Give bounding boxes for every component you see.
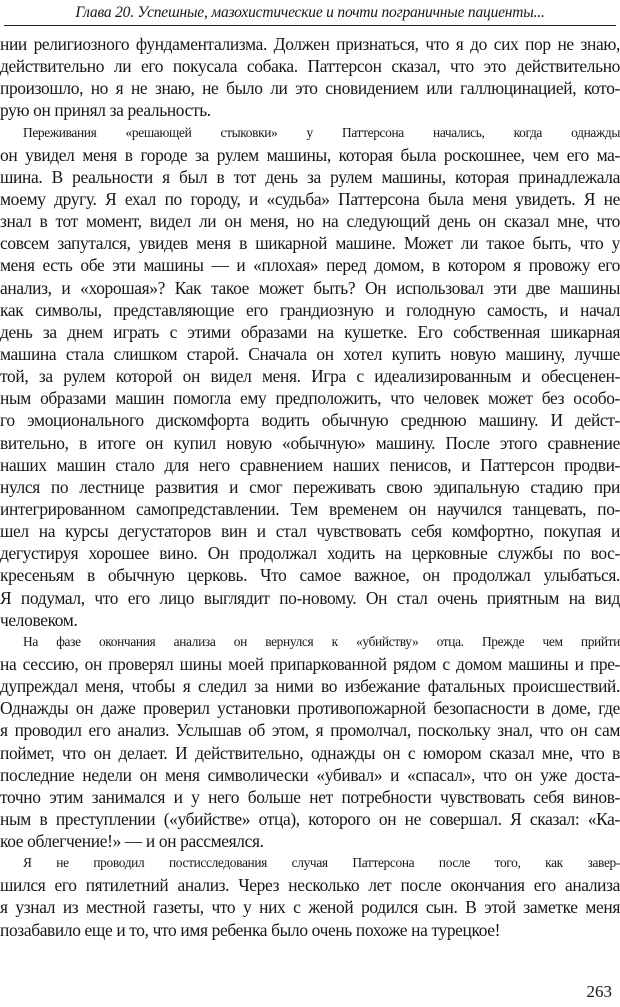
- text-line: Переживания «решающей стыковки» у Паттерсона начались, когда однажды: [23, 124, 620, 140]
- paragraph: [0, 33, 620, 122]
- text-line: знал в тот момент, видел ли он меня, но на следующий день он сказал мне, что: [0, 211, 620, 232]
- text-line: моему другу. Я ехал по городу, и «судьба» Паттерсона была меня увидеть. Я не: [0, 188, 620, 209]
- paragraph: [0, 122, 620, 631]
- text-line: шился его пятилетний анализ. Через несколько лет после окончания его анализа: [0, 875, 620, 896]
- text-line: шел на курсы дегустаторов вин и стал чувствовать себя комфортно, покупая и: [0, 521, 620, 542]
- text-line: Я не проводил постисследования случая Паттерсона после того, как завер-: [23, 855, 620, 871]
- text-line: последние недели он меня символически «убивал» и «спасал», что он уже доста-: [0, 764, 620, 785]
- text-line: машина стала слишком старой. Сначала он хотел купить новую машину, лучше: [0, 343, 620, 364]
- text-line: рую он принял за реальность.: [0, 100, 211, 121]
- text-line: точно этим занимался и у него больше нет потребности чувствовать себя винов-: [0, 786, 620, 807]
- text-line: меня есть обе эти машины — и «плохая» перед домом, в котором я провожу его: [0, 255, 620, 276]
- text-line: поймет, что он делает. И действительно, однажды он с юмором сказал мне, что в: [0, 742, 620, 763]
- text-line: интегрированном самопредставлении. Тем временем он научился танцевать, по-: [0, 498, 620, 519]
- text-line: го эмоционального дискомфорта водить обычную среднюю машину. И дейст-: [0, 410, 620, 431]
- text-line: позабавило еще и то, что имя ребенка было очень похоже на турецкое!: [0, 919, 501, 940]
- text-line: кое облегчение!» — и он рассмеялся.: [0, 831, 264, 852]
- paragraph: [0, 631, 620, 852]
- page-number: 263: [586, 982, 612, 1001]
- text-line: нии религиозного фундаментализма. Должен признаться, что я до сих пор не знаю,: [0, 34, 620, 54]
- text-line: он увидел меня в городе за рулем машины, которая была роскошнее, чем его ма-: [0, 144, 620, 165]
- text-line: действительно ли его покусала собака. Паттерсон сказал, что это действительно: [0, 56, 620, 77]
- text-line: вительно, в итоге он купил новую «обычную» машину. После этого сравнение: [0, 432, 620, 453]
- text-line: ным в преступлении («убийстве» отца), которого он не совершал. Я сказал: «Ка-: [0, 808, 620, 829]
- running-head: Глава 20. Успешные, мазохистические и почти пограничные пациенты...: [75, 4, 545, 21]
- text-line: я узнал из местной газеты, что у них с женой родился сын. В этой заметке меня: [0, 897, 620, 918]
- text-line: шина. В реальности я был в тот день за рулем машины, которая принадлежала: [0, 166, 620, 187]
- header-rule: [4, 25, 616, 26]
- text-line: произошло, но я не знаю, не было ли это сновидением или галлюцинацией, кото-: [0, 78, 620, 99]
- text-line: дупреждал меня, чтобы я следил за ними во избежание фатальных происшествий.: [0, 676, 620, 697]
- text-line: на сессию, он проверял шины моей припаркованной рядом с домом машины и пре-: [0, 653, 620, 674]
- text-line: день за днем играть с этими образами на кушетке. Его собственная шикарная: [0, 321, 620, 342]
- text-line: дегустируя хорошее вино. Он продолжал ходить на церковные службы по вос-: [0, 543, 620, 564]
- paragraph: [0, 852, 620, 941]
- text-line: ным образами машин помогла ему предположить, что человек может без особо-: [0, 388, 620, 409]
- text-line: я проводил его анализ. Услышав об этом, я промолчал, поскольку знал, что он сам: [0, 720, 620, 741]
- text-line: человеком.: [0, 609, 78, 630]
- text-line: совсем запутался, увидев меня в шикарной машине. Может ли такое быть, что у: [0, 233, 620, 254]
- text-line: той, за рулем которой он видел меня. Игра с идеализированным и обесценен-: [0, 366, 620, 387]
- text-line: Я подумал, что его лицо выглядит по-новому. Он стал очень приятным на вид: [0, 587, 620, 608]
- text-line: На фазе окончания анализа он вернулся к «убийству» отца. Прежде чем прийти: [23, 633, 620, 649]
- text-line: наших машин стало для него сравнением наших пенисов, и Паттерсон продви-: [0, 454, 620, 475]
- text-line: кресеньям в обычную церковь. Что самое важное, он продолжал улыбаться.: [0, 565, 620, 586]
- text-line: Однажды он даже проверил установки противопожарной безопасности в доме, где: [0, 698, 620, 719]
- text-line: как символы, представляющие его грандиозную и голодную самость, и начал: [0, 299, 620, 320]
- text-line: анализ, и «хорошая»? Как такое может быть? Он использовал эти две машины: [0, 277, 620, 298]
- body-text: [0, 33, 620, 941]
- text-line: нулся по лестнице развития и смог переживать свою эдипальную стадию при: [0, 476, 620, 497]
